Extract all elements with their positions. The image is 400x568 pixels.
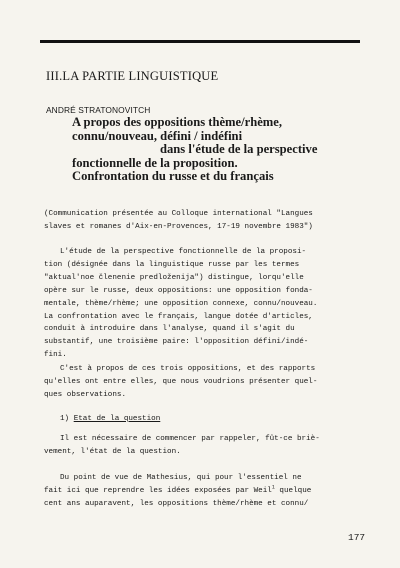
title-line: Confrontation du russe et du français xyxy=(72,169,274,184)
text-line: tion (désignée dans la linguistique russe par les termes xyxy=(44,260,300,269)
title-line: A propos des oppositions thème/rhème, xyxy=(72,115,283,129)
section-heading xyxy=(44,413,374,426)
text-line: fini. xyxy=(44,351,67,360)
section-label: Etat de la question xyxy=(73,415,161,423)
text-line: "aktual'noe členenie predloženija") distingue, lorqu'elle xyxy=(44,273,304,282)
page-number: 177 xyxy=(348,532,366,543)
text-line: slaves et romanes d'Aix-en-Provences, 17-19 novembre 1983") xyxy=(44,222,313,231)
text-line xyxy=(44,485,374,498)
paragraph-intro xyxy=(44,246,374,362)
text-line: qu'elles ont entre elles, que nous voudrions présenter quel- xyxy=(44,377,318,386)
section-number: 1) xyxy=(60,415,70,423)
text-fragment: quelque xyxy=(274,486,312,495)
text-line: cent ans auparavent, les oppositions thème/rhème et connu/ xyxy=(44,499,309,508)
text-line: Il est nécessaire de commencer par rappeler, fût-ce briè- xyxy=(60,435,320,443)
article-title xyxy=(72,116,372,184)
author-name: ANDRÉ STRATONOVITCH xyxy=(46,105,151,115)
title-line: connu/nouveau, défini / indéfini xyxy=(72,128,243,143)
section-title: III.LA PARTIE LINGUISTIQUE xyxy=(46,69,219,83)
top-rule xyxy=(40,40,360,43)
title-line: dans l'étude de la perspective xyxy=(160,142,318,157)
text-line: C'est à propos de ces trois oppositions, et des rapports xyxy=(60,365,316,373)
paragraph-mathesius xyxy=(44,472,374,511)
paragraph-purpose xyxy=(44,363,374,402)
text-line: Du point de vue de Mathesius, qui pour l'essentiel ne xyxy=(60,474,302,482)
title-line: fonctionnelle de la proposition. xyxy=(72,155,238,170)
text-line: vement, l'état de la question. xyxy=(44,447,181,456)
text-line: conduit à introduire dans l'analyse, quand il s'agit du xyxy=(44,325,295,334)
text-line: substantif, une troisième paire: l'opposition défini/indé- xyxy=(44,338,309,347)
text-line: L'étude de la perspective fonctionnelle de la proposi- xyxy=(60,248,307,256)
text-line: ques observations. xyxy=(44,390,127,399)
text-line: opère sur le russe, deux oppositions: une opposition fonda- xyxy=(44,286,313,295)
text-line: La confrontation avec le français, langue dotée d'articles, xyxy=(44,312,313,321)
paragraph-state xyxy=(44,433,374,459)
text-fragment: fait ici que reprendre les idées exposées par Weil xyxy=(44,486,272,495)
text-line: mentale, thème/rhème; une opposition connexe, connu/nouveau. xyxy=(44,299,318,308)
communication-note xyxy=(44,208,374,234)
footnote-ref: 1 xyxy=(271,484,275,491)
text-line: (Communication présentée au Colloque international "Langues xyxy=(44,210,313,218)
